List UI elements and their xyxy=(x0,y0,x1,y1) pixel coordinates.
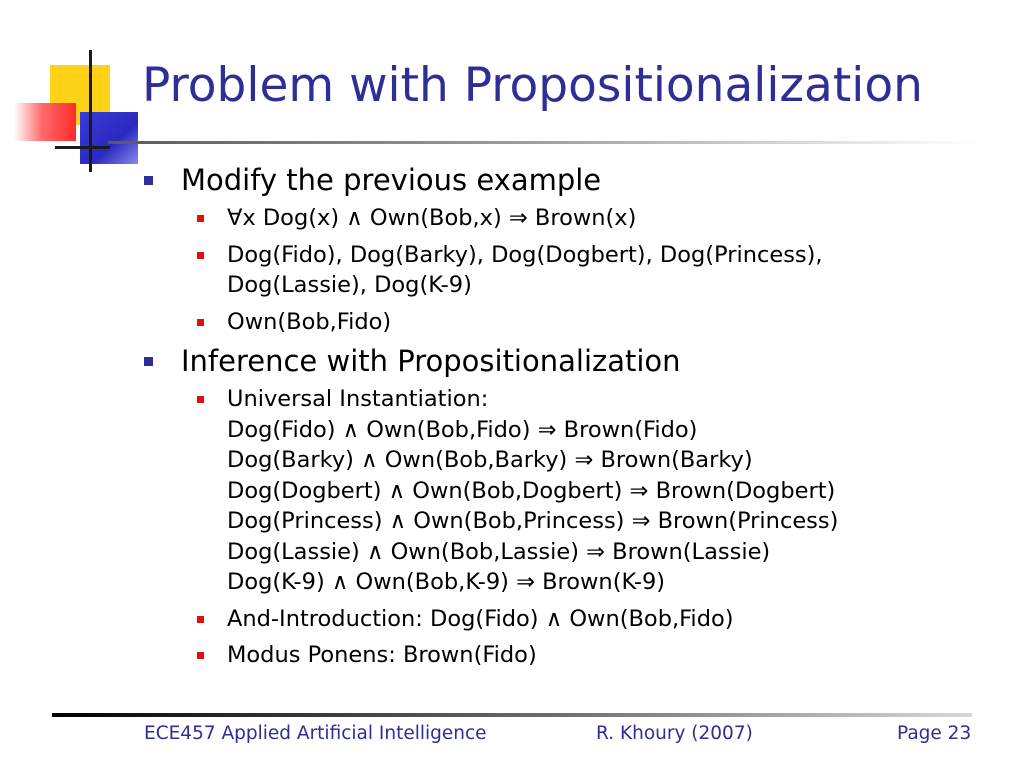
bullet-line: Modus Ponens: Brown(Fido) xyxy=(227,642,537,668)
bullet-level1 xyxy=(142,343,1002,379)
footer-page-number: Page 23 xyxy=(897,723,972,744)
logo-vertical-line xyxy=(89,50,92,172)
bullet-line: ∀x Dog(x) ∧ Own(Bob,x) ⇒ Brown(x) xyxy=(227,205,637,231)
square-bullet-icon xyxy=(144,357,153,366)
bullet-text: Inference with Propositionalization xyxy=(181,344,681,378)
bullet-line: Dog(Lassie) ∧ Own(Bob,Lassie) ⇒ Brown(Lassie) xyxy=(227,538,771,565)
bullet-line: And-Introduction: Dog(Fido) ∧ Own(Bob,Fido) xyxy=(227,605,734,632)
logo-horizontal-line xyxy=(55,146,110,149)
square-bullet-icon xyxy=(144,176,153,185)
slide-title: Problem with Propositionalization xyxy=(142,58,923,113)
footer-divider xyxy=(52,713,972,717)
title-divider xyxy=(108,141,978,144)
bullet-line: Dog(Dogbert) ∧ Own(Bob,Dogbert) ⇒ Brown(Dogbert) xyxy=(227,477,836,504)
bullet-line: Dog(Lassie), Dog(K-9) xyxy=(227,272,472,298)
bullet-line: Dog(Fido), Dog(Barky), Dog(Dogbert), Dog(Princess), xyxy=(227,241,823,268)
bullet-level2 xyxy=(142,240,1002,301)
bullet-line: Universal Instantiation: xyxy=(227,386,489,412)
square-bullet-icon xyxy=(197,215,204,222)
footer-course: ECE457 Applied Artificial Intelligence xyxy=(144,723,487,744)
logo-red-bar xyxy=(14,103,76,141)
bullet-level2 xyxy=(142,604,1002,635)
square-bullet-icon xyxy=(197,396,204,403)
square-bullet-icon xyxy=(197,652,204,659)
bullet-level2 xyxy=(142,203,1002,234)
bullet-level1 xyxy=(142,162,1002,198)
bullet-line: Own(Bob,Fido) xyxy=(227,308,392,335)
bullet-text: Modify the previous example xyxy=(181,163,602,197)
bullet-line: Dog(K-9) ∧ Own(Bob,K-9) ⇒ Brown(K-9) xyxy=(227,569,666,595)
bullet-level2 xyxy=(142,307,1002,338)
slide-content xyxy=(142,162,1002,677)
square-bullet-icon xyxy=(197,616,204,623)
square-bullet-icon xyxy=(197,319,204,326)
bullet-line: Dog(Princess) ∧ Own(Bob,Princess) ⇒ Brown(Princess) xyxy=(227,508,839,534)
bullet-line: Dog(Fido) ∧ Own(Bob,Fido) ⇒ Brown(Fido) xyxy=(227,416,698,443)
square-bullet-icon xyxy=(197,252,204,259)
bullet-level2 xyxy=(142,640,1002,671)
slide-logo-decoration xyxy=(0,0,150,175)
bullet-line: Dog(Barky) ∧ Own(Bob,Barky) ⇒ Brown(Barky) xyxy=(227,447,753,473)
footer-author: R. Khoury (2007) xyxy=(596,723,753,744)
bullet-level2 xyxy=(142,384,1002,598)
